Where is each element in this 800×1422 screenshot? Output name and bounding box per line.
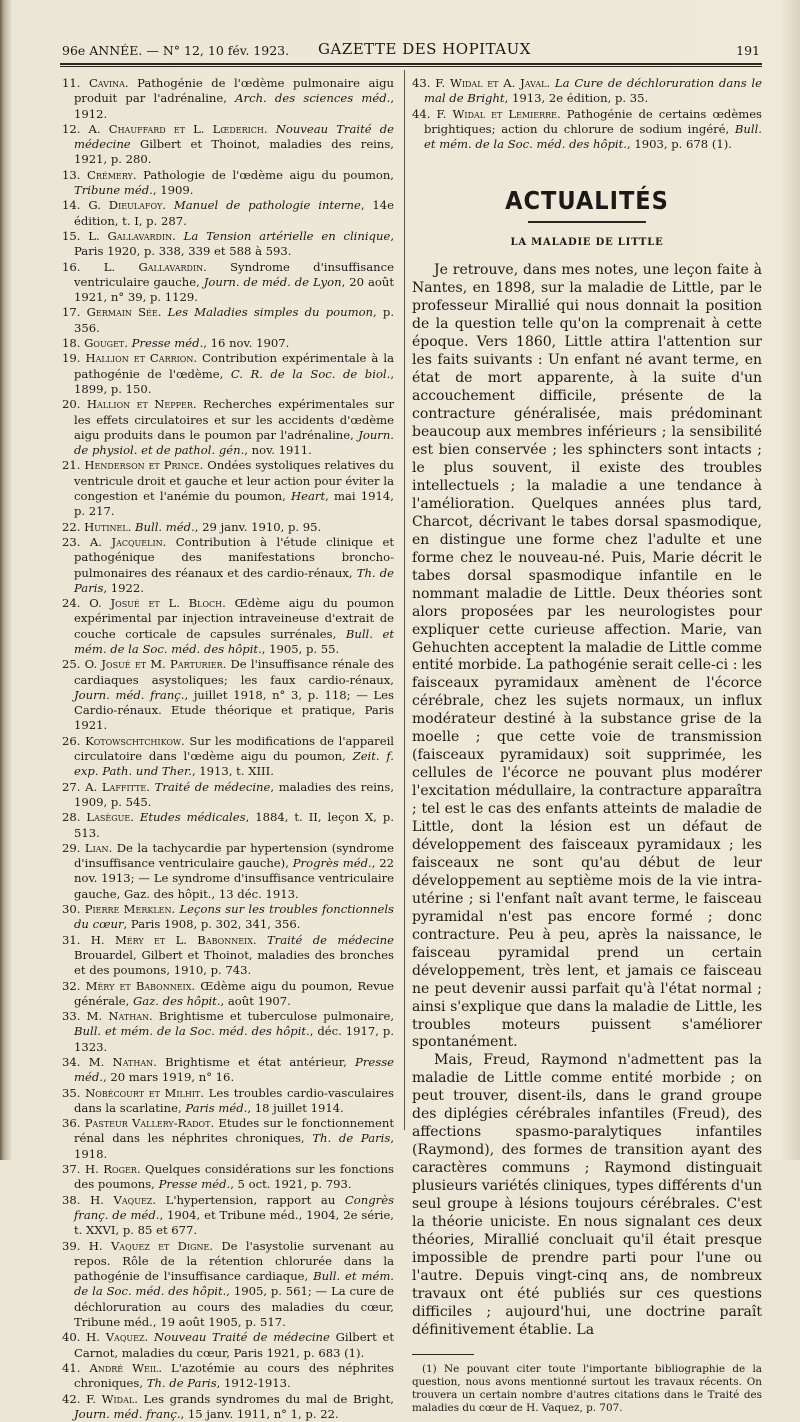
reference-number: 17.	[62, 305, 87, 320]
reference-item	[62, 1392, 394, 1422]
reference-authors: Hallion et Nepper	[86, 397, 193, 412]
reference-authors: H. Vaquez	[90, 1192, 153, 1207]
reference-item	[62, 810, 394, 841]
article-paragraph-1: Je retrouve, dans mes notes, une leçon faite à Nantes, en 1898, sur la maladie de Little, par le professeur Mirallié qui nous donnait la position de la question telle qu'on la comprenait à cette époque. Vers 1860, Little attira l'attention sur les faits suivants : Un enfant né avant terme, en état de mort apparente, à la suite d'un accouchement difficile, présente de la contracture généralisée, mais prédominant beaucoup aux membres inférieurs ; la sensibilité est bien conservée ; les sphincters sont intacts ; le plus souvent, il existe des troubles intellectuels ; la maladie a une tendance à l'amélioration. Quelques années plus tard, Charcot, décrivant le tabes dorsal spasmodique, en distingue une forme chez l'adulte et une forme chez le nouveau-né. Puis, Marie décrit le tabes dorsal spasmodique infantile en le nommant maladie de Little. Deux théories sont alors proposées par les neurologistes pour expliquer cette curieuse affection. Marie, van Gehuchten acceptent la maladie de Little comme entité morbide. La pathogénie serait celle-ci : les faisceaux pyramidaux amènent de l'écorce cérébrale, chez les sujets normaux, un influx modérateur destiné à la substance grise de la moelle ; que cette voie de transmission (faisceaux pyramidaux) soit supprimée, les cellules de l'écorce ne pouvant plus modérer l'excitation médullaire, la contracture apparaîtra ; tel est le cas des enfants atteints de maladie de Little, dont la lésion est un défaut de développement des faisceaux pyramidaux ; les faisceaux ne sont qu'au début de leur développement au septième mois de la vie intra-utérine ; si l'enfant naît avant terme, le faisceau pyramidal n'est pas encore formé ; donc contracture. Peu à peu, après la naissance, le faisceau pyramidal prend un certain développement, très lent, et jamais ce faisceau ne peut devenir aussi parfait qu'à l'état normal ; ainsi s'explique que dans la maladie de Little, les troubles moteurs puissent s'améliorer spontanément.	[412, 262, 762, 1051]
reference-details: , 1909.	[152, 183, 194, 198]
reference-authors: A. Jacquelin	[89, 534, 163, 549]
reference-source: Gaz. des hôpit.	[133, 993, 221, 1008]
reference-text: . Pathogénie de certains œdèmes brightiques; action du chlorure de sodium ingéré,	[424, 106, 763, 136]
reference-source: Journ. méd. franç.	[74, 687, 185, 702]
header-rule	[60, 63, 762, 65]
reference-number: 25.	[62, 657, 85, 672]
reference-text: .	[263, 121, 276, 136]
reference-source: Bull. méd.	[135, 519, 195, 534]
reference-source: Bull. et mém. de la Soc. méd. des hôpit.	[74, 1269, 394, 1299]
reference-item	[62, 458, 394, 519]
bibliography-right-column	[412, 76, 762, 152]
reference-source: Congrès franç. de méd.	[74, 1192, 395, 1222]
reference-text: . De l'asystolie survenant au repos. Rôle de la rétention chlorurée dans la pathogénie de l'insuffisance cardiaque,	[74, 1238, 394, 1284]
reference-item	[62, 260, 394, 306]
reference-text: . Etudes sur le fonctionnement rénal dans les néphrites chroniques,	[74, 1116, 394, 1146]
reference-number: 22.	[62, 519, 85, 534]
reference-number: 38.	[62, 1192, 91, 1207]
reference-authors: F. Widal et Lemierre	[436, 106, 558, 121]
reference-item	[62, 520, 394, 535]
column-divider	[404, 70, 405, 1130]
journal-title: GAZETTE DES HOPITAUX	[318, 40, 531, 58]
reference-authors: A. Chauffard et L. Lœderich	[88, 121, 264, 136]
reference-authors: L. Gallavardin	[103, 259, 204, 274]
reference-details: , 29 janv. 1910, p. 95.	[194, 519, 322, 534]
reference-text: . Les troubles cardio-vasculaires dans la scarlatine,	[74, 1085, 394, 1115]
footnote: (1) Ne pouvant citer toute l'importante bibliographie de la question, nous avons mentionné surtout les travaux récents. On trouvera un certain nombre d'autres citations dans le Traité des maladies du cœur de H. Vaquez, p. 707.	[412, 1362, 762, 1414]
reference-text: . Contribution expérimentale à la pathogénie de l'œdème,	[74, 351, 394, 381]
reference-item	[62, 1162, 394, 1193]
reference-number: 39.	[62, 1238, 89, 1253]
reference-details: , 5 oct. 1921, p. 793.	[230, 1177, 352, 1192]
reference-number: 36.	[62, 1116, 85, 1131]
reference-item	[62, 76, 394, 122]
reference-authors: Gouget	[84, 336, 125, 351]
reference-details: , 15 janv. 1911, n° 1, p. 22.	[180, 1406, 339, 1421]
section-heading-rule	[528, 221, 646, 223]
reference-text: .	[252, 932, 267, 947]
reference-text: . Recherches expérimentales sur les effets circulatoires et sur les accidents d'œdème aigu produits dans le poumon par l'adrénaline,	[74, 397, 394, 442]
reference-item	[62, 1193, 394, 1239]
reference-details: , déc. 1917, p. 1323.	[74, 1024, 394, 1054]
reference-number: 13.	[62, 167, 87, 182]
reference-text: . L'azotémie au cours des néphrites chroniques,	[74, 1360, 395, 1391]
reference-item	[62, 1086, 394, 1117]
reference-number: 30.	[62, 902, 85, 917]
reference-details: , Paris 1908, p. 302, 341, 356.	[123, 917, 301, 932]
reference-authors: Lian	[84, 840, 109, 855]
reference-authors: Hutinel	[84, 519, 128, 534]
article-body	[412, 262, 762, 1339]
reference-authors: Kotowschtchikow	[85, 733, 182, 748]
reference-number: 23.	[62, 534, 90, 549]
reference-source: Leçons sur les troubles fonctionnels du cœur	[74, 902, 394, 932]
reference-details: , p. 356.	[74, 305, 395, 335]
reference-authors: H. Vaquez	[86, 1330, 145, 1345]
reference-text: . Contribution à l'étude clinique et pathogénique des manifestations broncho-pulmonaires des réanaux et des cardio-rénaux,	[74, 534, 394, 580]
reference-source: Manuel de pathologie interne	[173, 198, 361, 213]
reference-text: . Quelques considérations sur les fonctions des poumons,	[74, 1162, 394, 1192]
reference-number: 12.	[62, 121, 89, 136]
reference-text: .	[124, 336, 132, 351]
reference-number: 43.	[412, 76, 436, 90]
reference-item	[412, 107, 762, 153]
reference-details: , 1913, 2e édition, p. 35.	[504, 91, 649, 106]
reference-item	[62, 734, 394, 780]
reference-item	[62, 1330, 394, 1361]
reference-details: , 18 juillet 1914.	[247, 1100, 344, 1115]
reference-authors: H. Méry et L. Babonneix	[90, 932, 253, 947]
reference-source: Tribune méd.	[74, 183, 153, 198]
reference-number: 28.	[62, 810, 87, 825]
reference-number: 33.	[62, 1009, 87, 1024]
reference-item	[62, 657, 394, 733]
reference-source: Progrès méd.	[292, 856, 372, 871]
reference-text: .	[130, 810, 140, 825]
reference-number: 14.	[62, 198, 89, 213]
reference-text: . Pathologie de l'œdème aigu du poumon,	[132, 167, 394, 182]
reference-source: Journ. méd. franç.	[74, 1406, 181, 1421]
header-rule-thin	[60, 66, 762, 67]
reference-text: .	[144, 1330, 154, 1345]
reference-text: . Œdème aigu du poumon expérimental par injection intraveineuse d'extrait de couche corticale de capsules surrénales,	[74, 596, 394, 641]
reference-details: , 14e édition, t. I, p. 287.	[74, 198, 395, 228]
reference-number: 16.	[62, 259, 104, 274]
reference-item	[62, 305, 394, 336]
reference-authors: Nobécourt et Milhit	[85, 1085, 201, 1100]
reference-details: , 16 nov. 1907.	[203, 336, 290, 351]
footnote-rule	[412, 1354, 474, 1355]
reference-source: Traité de médecine	[154, 779, 271, 794]
reference-text: . Œdème aigu du poumon, Revue générale,	[74, 978, 394, 1008]
reference-authors: M. Nathan	[88, 1055, 154, 1069]
reference-details: Brouardel, Gilbert et Thoinot, maladies des bronches et des poumons, 1910, p. 743.	[74, 947, 394, 978]
reference-text: .	[157, 305, 168, 320]
reference-authors: Pasteur Vallery-Radot	[84, 1116, 211, 1131]
reference-source: La Tension artérielle en clinique	[183, 228, 391, 243]
reference-text: . Les grands syndromes du mal de Bright,	[134, 1391, 394, 1406]
reference-source: Presse méd.	[158, 1177, 231, 1192]
reference-text: . Brightisme et état antérieur,	[153, 1055, 356, 1069]
reference-authors: Germain Sée	[86, 305, 158, 320]
reference-authors: H. Roger	[84, 1162, 137, 1177]
reference-source: Th. de Paris	[146, 1376, 217, 1391]
reference-item	[62, 535, 394, 596]
reference-details: , juillet 1918, n° 3, p. 118; — Les Cardio-rénaux. Etude théorique et pratique, Paris 1921.	[74, 687, 394, 733]
reference-number: 20.	[62, 397, 87, 412]
reference-authors: Hallion et Carrion	[85, 351, 194, 366]
reference-text: . Ondées systoliques relatives du ventricule droit et gauche et leur action pour éviter la congestion et l'anémie du poumon,	[74, 458, 395, 504]
reference-item	[412, 76, 762, 107]
reference-number: 41.	[62, 1360, 90, 1375]
reference-details: , 1913, t. XIII.	[191, 764, 274, 779]
reference-authors: Cavina	[88, 76, 125, 90]
reference-text: .	[127, 519, 136, 534]
reference-details: , 1884, t. II, leçon X, p. 513.	[74, 810, 395, 840]
reference-details: , nov. 1911.	[244, 443, 312, 458]
reference-item	[62, 336, 394, 351]
reference-source: Paris méd.	[185, 1100, 248, 1115]
reference-source: Th. de Paris	[74, 565, 394, 595]
article-title: LA MALADIE DE LITTLE	[510, 237, 664, 249]
reference-source: Bull. et mém. de la Soc. méd. des hôpit.	[74, 626, 394, 656]
reference-details: Gilbert et Thoinot, maladies des reins, 1921, p. 280.	[74, 137, 394, 167]
section-heading: ACTUALITÉS	[505, 186, 669, 216]
reference-number: 37.	[62, 1162, 85, 1177]
reference-text: . Sur les modifications de l'appareil circulatoire dans l'œdème aigu du poumon,	[74, 733, 394, 764]
reference-details: , 1922.	[103, 580, 144, 595]
reference-text: .	[546, 76, 555, 90]
reference-details: , Paris 1920, p. 338, 339 et 588 à 593.	[74, 228, 394, 259]
reference-authors: H. Vaquez et Digne	[88, 1238, 210, 1253]
reference-authors: M. Nathan	[86, 1009, 149, 1024]
reference-text: .	[146, 779, 155, 794]
reference-number: 42.	[62, 1391, 87, 1406]
reference-number: 32.	[62, 978, 86, 993]
reference-details: , 20 août 1921, n° 39, p. 1129.	[74, 274, 395, 305]
reference-item	[62, 933, 394, 979]
reference-text: . Pathogénie de l'œdème pulmonaire aigu produit par l'adrénaline,	[74, 76, 395, 106]
reference-number: 26.	[62, 733, 86, 748]
reference-item	[62, 1055, 394, 1086]
reference-item	[62, 168, 394, 199]
reference-source: Journ. de physiol. et de pathol. gén.	[74, 427, 394, 458]
reference-source: Journ. de méd. de Lyon	[203, 274, 342, 289]
reference-details: , août 1907.	[220, 993, 291, 1008]
reference-number: 18.	[62, 336, 85, 351]
reference-item	[62, 351, 394, 397]
reference-source: Zeit. f. exp. Path. und Ther.	[74, 749, 394, 779]
reference-authors: O. Josué et M. Parturier	[84, 657, 223, 672]
reference-authors: O. Josué et L. Bloch	[89, 596, 223, 611]
reference-source: C. R. de la Soc. de biol.	[230, 366, 391, 381]
reference-number: 19.	[62, 351, 86, 366]
reference-authors: F. Widal et A. Javal	[435, 76, 547, 90]
reference-item	[62, 841, 394, 902]
reference-source: Th. de Paris	[312, 1131, 391, 1146]
reference-source: Bull. et mém. de la Soc. méd. des hôpit.	[424, 121, 762, 152]
reference-source: La Cure de déchloruration dans le mal de Bright	[424, 76, 762, 106]
reference-item	[62, 596, 394, 657]
reference-source: Heart	[291, 489, 326, 504]
article-paragraph-2: Mais, Freud, Raymond n'admettent pas la maladie de Little comme entité morbide ; on peut trouver, disent-ils, dans le grand groupe des diplégies cérébrales infantiles (Freud), des affections spasmo-paralytiques infantiles (Raymond), des formes de transition ayant des caractères communs ; Raymond distinguait plusieurs variétés cliniques, types différents d'un seul groupe à lésions toujours cérébrales. C'est la théorie uniciste. En nous signalant ces deux théories, Mirallié concluait qu'il était presque impossible de prendre parti pour l'une ou l'autre. Depuis vingt-cinq ans, de nombreux travaux ont été publiés sur ces questions difficiles ; aujourd'hui, une doctrine paraît définitivement établie. La	[412, 1052, 762, 1338]
reference-details: , 1899, p. 150.	[74, 366, 395, 396]
reference-source: Nouveau Traité de médecine	[153, 1330, 330, 1345]
reference-number: 11.	[62, 76, 89, 90]
reference-number: 29.	[62, 840, 85, 855]
reference-item	[62, 397, 394, 458]
reference-details: , 1912-1913.	[216, 1376, 291, 1391]
reference-authors: G. Dieulafoy	[88, 198, 163, 213]
reference-item	[62, 1361, 394, 1392]
reference-source: Traité de médecine	[266, 932, 394, 947]
reference-details: , 1905, p. 561; — La cure de déchloruration au cours des maladies du cœur, Tribune méd., 19 août 1905, p. 517.	[74, 1284, 395, 1330]
reference-source: Les Maladies simples du poumon	[167, 305, 374, 320]
reference-details: , 1904, et Tribune méd., 1904, 2e série, t. XXVI, p. 85 et 677.	[74, 1207, 394, 1238]
reference-source: Presse méd.	[74, 1055, 395, 1085]
reference-authors: Henderson et Prince	[84, 458, 200, 473]
reference-text: . De la tachycardie par hypertension (syndrome d'insuffisance ventriculaire gauche),	[74, 840, 394, 871]
reference-number: 27.	[62, 779, 86, 794]
reference-authors: Lasègue	[86, 810, 131, 825]
reference-text: . L'hypertension, rapport au	[152, 1192, 345, 1207]
page-header	[62, 40, 760, 60]
page-number: 191	[736, 43, 760, 58]
reference-item	[62, 780, 394, 811]
reference-details: Gilbert et Carnot, maladies du cœur, Paris 1921, p. 683 (1).	[74, 1330, 394, 1360]
reference-details: , 1903, p. 678 (1).	[626, 137, 732, 152]
reference-authors: Pierre Merklen	[84, 902, 172, 917]
issue-info: 96e ANNÉE. — N° 12, 10 fév. 1923.	[62, 43, 290, 58]
reference-details: , mai 1914, p. 217.	[74, 489, 394, 519]
reference-source: Nouveau Traité de médecine	[74, 121, 394, 152]
bibliography-left-column	[62, 76, 394, 1422]
reference-authors: A. Laffitte	[85, 779, 147, 794]
reference-item	[62, 229, 394, 260]
reference-details: , 1912.	[74, 91, 395, 121]
reference-number: 44.	[412, 106, 437, 121]
reference-number: 31.	[62, 932, 91, 947]
reference-details: , 22 nov. 1913; — Le syndrome d'insuffisance ventriculaire gauche, Gaz. des hôpit., 13 déc. 1913.	[74, 856, 394, 901]
reference-text: . Syndrome d'insuffisance ventriculaire gauche,	[74, 259, 394, 289]
reference-text: . De l'insuffisance rénale des cardiaques asystoliques; les faux cardio-rénaux,	[74, 657, 395, 687]
reference-number: 24.	[62, 596, 90, 611]
reference-number: 21.	[62, 458, 85, 473]
reference-item	[62, 1116, 394, 1162]
reference-number: 40.	[62, 1330, 87, 1345]
reference-authors: L. Gallavardin	[88, 228, 173, 243]
reference-authors: F. Widal	[86, 1391, 135, 1406]
reference-number: 15.	[62, 228, 89, 243]
reference-number: 35.	[62, 1085, 86, 1100]
reference-text: . Brightisme et tuberculose pulmonaire,	[149, 1009, 395, 1024]
reference-authors: André Weil	[89, 1360, 159, 1375]
reference-item	[62, 979, 394, 1010]
reference-authors: Crémery	[87, 167, 133, 182]
reference-source: Arch. des sciences méd.	[235, 91, 391, 106]
reference-text: .	[172, 228, 184, 243]
reference-details: , 1905, p. 55.	[261, 641, 340, 656]
right-column	[412, 76, 762, 1415]
reference-item	[62, 122, 394, 168]
reference-source: Presse méd.	[131, 336, 204, 351]
reference-number: 34.	[62, 1055, 89, 1069]
reference-item	[62, 1009, 394, 1055]
reference-item	[62, 902, 394, 933]
reference-details: , 1918.	[74, 1131, 394, 1161]
reference-text: .	[162, 198, 174, 213]
reference-details: , maladies des reins, 1909, p. 545.	[74, 779, 395, 809]
reference-text: .	[171, 902, 180, 917]
reference-authors: Méry et Babonneix	[85, 978, 192, 993]
reference-details: , 20 mars 1919, n° 16.	[102, 1070, 235, 1085]
reference-item	[62, 1239, 394, 1331]
reference-item	[62, 198, 394, 229]
reference-source: Etudes médicales	[139, 810, 246, 825]
reference-source: Bull. et mém. de la Soc. méd. des hôpit.	[74, 1024, 310, 1039]
